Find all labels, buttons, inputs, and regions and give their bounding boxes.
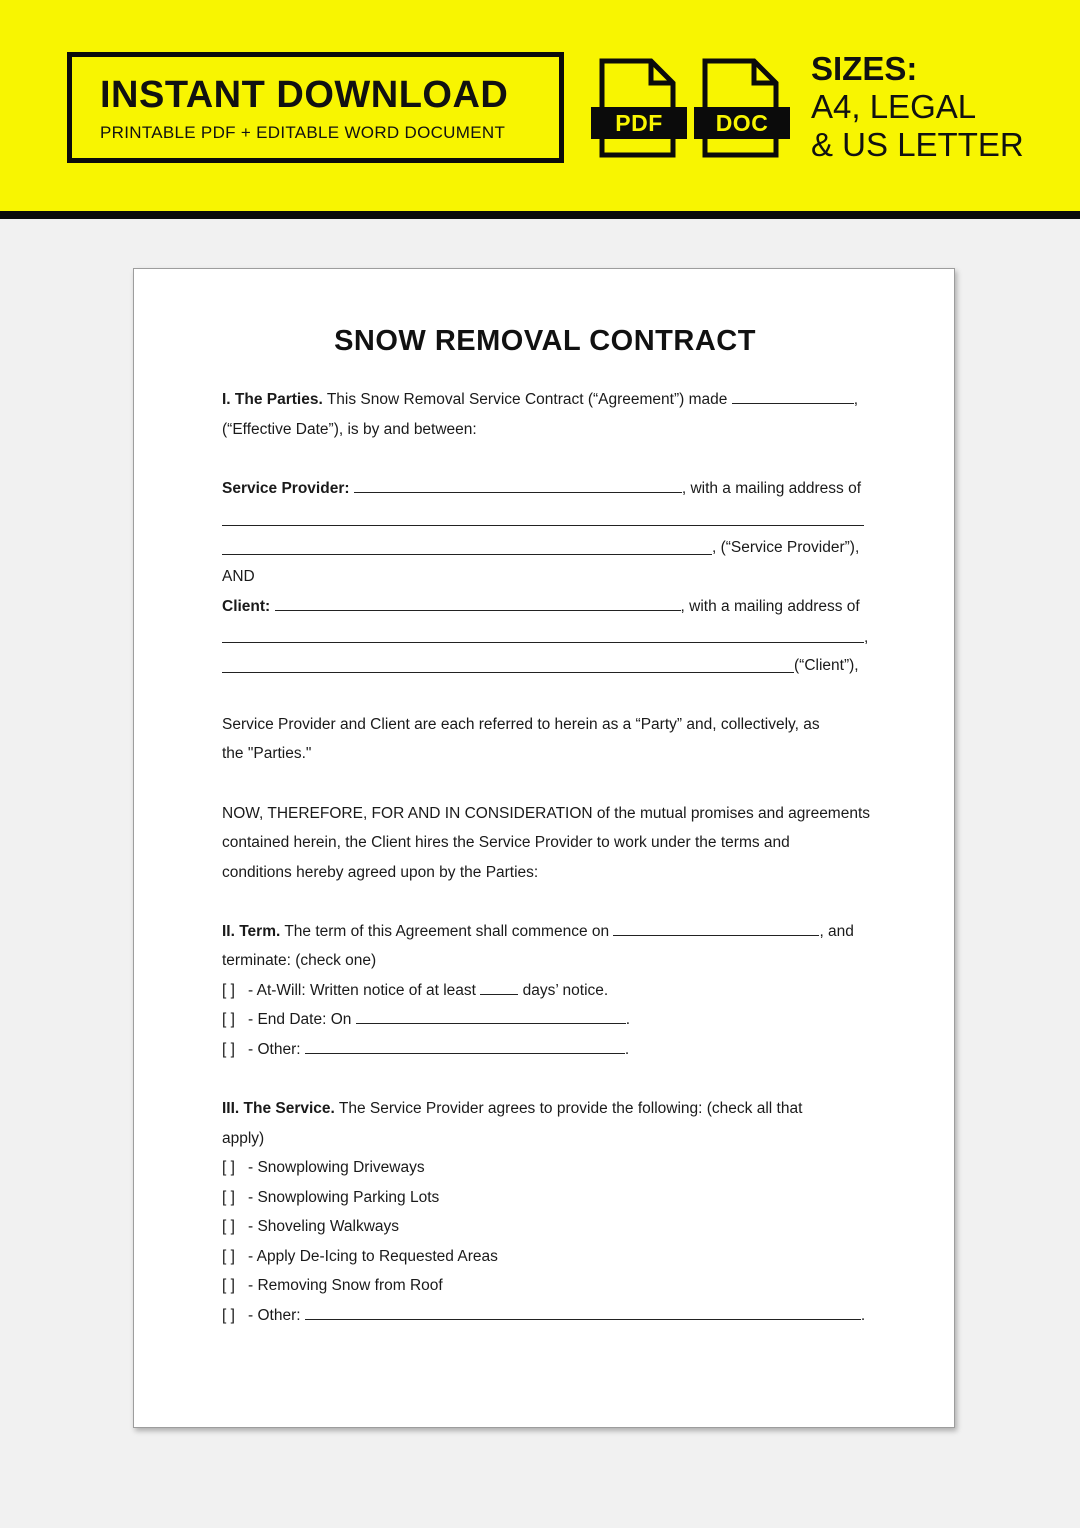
service-item: [222, 1275, 872, 1297]
client-address-blank-2[interactable]: [222, 672, 794, 673]
term-line-2: terminate: (check one): [222, 952, 377, 969]
client-label: Client:: [222, 598, 271, 615]
contract-page: [133, 268, 955, 1428]
service-line-1: [222, 1098, 872, 1120]
service-item: [222, 1157, 872, 1179]
pdf-file-icon: [591, 58, 687, 158]
term-option-atwill: [222, 980, 872, 1002]
consideration-line-3: conditions hereby agreed upon by the Parties:: [222, 864, 539, 881]
instant-download-box: [67, 52, 564, 163]
client-closing: (“Client”),: [794, 657, 859, 674]
term-and: , and: [819, 923, 854, 940]
client-name-blank[interactable]: [275, 597, 681, 611]
pdf-label: PDF: [615, 110, 663, 136]
service-item-label: - Snowplowing Parking Lots: [248, 1189, 440, 1206]
checkbox-atwill[interactable]: [ ]: [222, 982, 235, 999]
notice-days-blank[interactable]: [480, 981, 518, 995]
client-mailing-text: , with a mailing address of: [680, 598, 860, 615]
checkbox-service-other[interactable]: [ ]: [222, 1307, 235, 1324]
end-date-text: - End Date: On: [248, 1011, 352, 1028]
banner-divider: [0, 211, 1080, 219]
service-item: [222, 1187, 872, 1209]
term-heading: II. Term.: [222, 923, 281, 940]
parties-comma: ,: [853, 391, 859, 408]
instant-download-title: INSTANT DOWNLOAD: [100, 74, 509, 116]
client-line: [222, 596, 872, 618]
term-option-end-date: [222, 1009, 872, 1031]
parties-line-1: [222, 389, 872, 411]
provider-closing: , (“Service Provider”),: [712, 539, 860, 556]
party-note-line-1: Service Provider and Client are each referred to herein as a “Party” and, collectively, as: [222, 716, 820, 733]
sizes-heading: SIZES:: [811, 50, 918, 87]
term-option-other: [222, 1039, 872, 1061]
provider-name-blank[interactable]: [354, 479, 682, 493]
party-note-line-2: the "Parties.": [222, 745, 312, 762]
parties-text-1: This Snow Removal Service Contract (“Agreement”) made: [326, 391, 728, 408]
term-text-1: The term of this Agreement shall commence on: [284, 923, 610, 940]
provider-label: Service Provider:: [222, 480, 350, 497]
doc-file-icon: [694, 58, 790, 158]
checkbox-end-date[interactable]: [ ]: [222, 1011, 235, 1028]
service-other-blank[interactable]: [305, 1306, 861, 1320]
provider-mailing-text: , with a mailing address of: [681, 480, 862, 497]
checkbox-term-other[interactable]: [ ]: [222, 1041, 235, 1058]
service-text-1: The Service Provider agrees to provide the following: (check all that: [338, 1100, 803, 1117]
promo-banner: [0, 0, 1080, 212]
checkbox-parking-lots[interactable]: [ ]: [222, 1189, 235, 1206]
service-item-label: - Shoveling Walkways: [248, 1218, 400, 1235]
sizes-line-1: A4, LEGAL: [811, 88, 977, 125]
term-other-period: .: [624, 1041, 630, 1058]
effective-date-blank[interactable]: [732, 390, 854, 404]
provider-address-blank-2[interactable]: [222, 554, 712, 555]
provider-address-blank-1[interactable]: [222, 525, 864, 526]
service-item: [222, 1216, 872, 1238]
service-item: [222, 1246, 872, 1268]
service-heading: III. The Service.: [222, 1100, 335, 1117]
instant-download-subtitle: PRINTABLE PDF + EDITABLE WORD DOCUMENT: [100, 123, 506, 142]
checkbox-driveways[interactable]: [ ]: [222, 1159, 235, 1176]
provider-line: [222, 478, 872, 500]
checkbox-roof[interactable]: [ ]: [222, 1277, 235, 1294]
service-item-label: - Other:: [248, 1307, 301, 1324]
parties-line-2: (“Effective Date”), is by and between:: [222, 421, 477, 438]
and-label: AND: [222, 568, 255, 585]
term-start-blank[interactable]: [613, 922, 819, 936]
client-address-blank-1[interactable]: [222, 642, 864, 643]
end-date-blank[interactable]: [356, 1010, 626, 1024]
checkbox-walkways[interactable]: [ ]: [222, 1218, 235, 1235]
doc-label: DOC: [715, 110, 769, 136]
consideration-line-1: NOW, THEREFORE, FOR AND IN CONSIDERATION of the mutual promises and agreements: [222, 805, 871, 822]
sizes-line-2: & US LETTER: [811, 126, 1024, 163]
term-other-text: - Other:: [248, 1041, 301, 1058]
service-line-2: apply): [222, 1130, 265, 1147]
service-other-period: .: [860, 1307, 866, 1324]
client-address-comma: ,: [864, 629, 869, 646]
consideration-line-2: contained herein, the Client hires the Service Provider to work under the terms and: [222, 834, 790, 851]
service-item: [222, 1305, 872, 1327]
term-other-blank[interactable]: [305, 1040, 625, 1054]
service-item-label: - Apply De-Icing to Requested Areas: [248, 1248, 498, 1265]
service-item-label: - Removing Snow from Roof: [248, 1277, 443, 1294]
term-line-1: [222, 921, 872, 943]
checkbox-de-icing[interactable]: [ ]: [222, 1248, 235, 1265]
parties-heading: I. The Parties.: [222, 391, 323, 408]
end-date-period: .: [625, 1011, 631, 1028]
atwill-text: - At-Will: Written notice of at least: [248, 982, 476, 999]
atwill-days-text: days’ notice.: [522, 982, 609, 999]
sizes-info: [811, 50, 1024, 164]
service-item-label: - Snowplowing Driveways: [248, 1159, 425, 1176]
contract-title: SNOW REMOVAL CONTRACT: [334, 325, 756, 357]
